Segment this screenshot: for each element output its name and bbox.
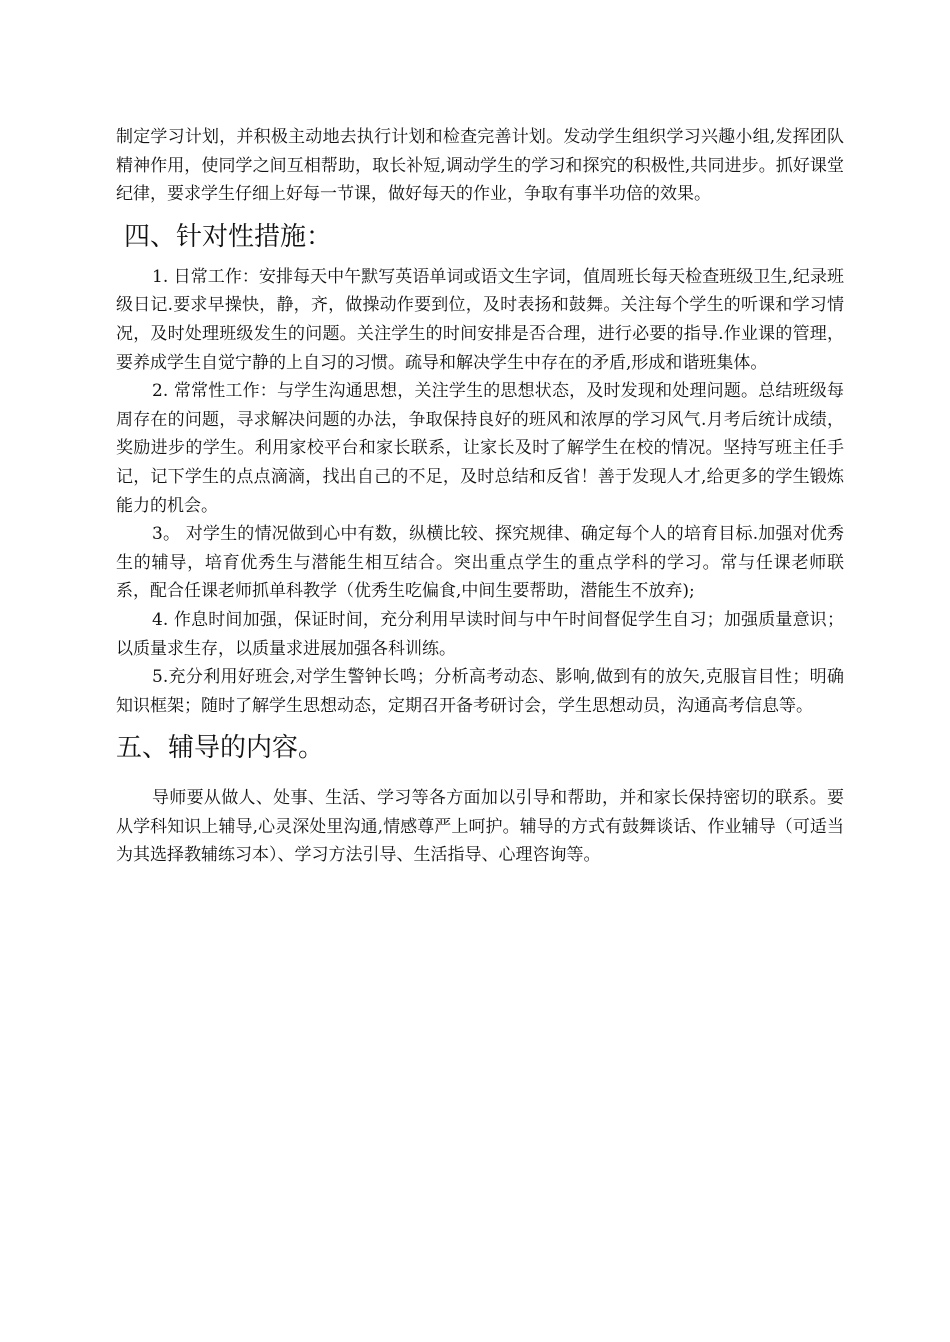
section-4-heading: 四、针对性措施： <box>124 221 333 252</box>
section-4-item-3: 3。 对学生的情况做到心中有数，纵横比较、探究规律、确定每个人的培育目标.加强对优秀生的辅导，培育优秀生与潜能生相互结合。突出重点学生的重点学科的学习。常与任课老师联系，配合任课老师抓单科教学（优秀生吃偏食,中间生要帮助，潜能生不放弃); <box>116 524 844 602</box>
section-5-paragraph: 导师要从做人、处事、生活、学习等各方面加以引导和帮助，并和家长保持密切的联系。要从学科知识上辅导,心灵深处里沟通,情感尊严上呵护。辅导的方式有鼓舞谈话、作业辅导（可适当为其选择教辅练习本）、学习方法引导、生活指导、心理咨询等。 <box>116 788 844 866</box>
document-page <box>116 123 844 870</box>
section-4-item-4: 4. 作息时间加强，保证时间，充分利用早读时间与中午时间督促学生自习；加强质量意识；以质量求生存，以质量求进展加强各科训练。 <box>116 609 844 659</box>
section-4-item-1: 1. 日常工作：安排每天中午默写英语单词或语文生字词，值周班长每天检查班级卫生,纪录班级日记.要求早操快，静，齐，做操动作要到位，及时表扬和鼓舞。关注每个学生的听课和学习情况，及时处理班级发生的问题。关注学生的时间安排是否合理，进行必要的指导.作业课的管理，要养成学生自觉宁静的上自习的习惯。疏导和解决学生中存在的矛盾,形成和谐班集体。 <box>116 266 844 373</box>
section-5-heading: 五、辅导的内容。 <box>116 733 325 764</box>
section-4-item-5: 5.充分利用好班会,对学生警钟长鸣；分析高考动态、影响,做到有的放矢,克服盲目性；明确知识框架；随时了解学生思想动态，定期召开备考研讨会，学生思想动员，沟通高考信息等。 <box>116 667 844 716</box>
section-4-item-2: 2. 常常性工作：与学生沟通思想，关注学生的思想状态，及时发现和处理问题。总结班级每周存在的问题，寻求解决问题的办法，争取保持良好的班风和浓厚的学习风气.月考后统计成绩，奖励进步的学生。利用家校平台和家长联系，让家长及时了解学生在校的情况。坚持写班主任手记，记下学生的点点滴滴，找出自己的不足，及时总结和反省！善于发现人才,给更多的学生锻炼能力的机会。 <box>116 381 844 516</box>
intro-paragraph: 制定学习计划，并积极主动地去执行计划和检查完善计划。发动学生组织学习兴趣小组,发挥团队精神作用，使同学之间互相帮助，取长补短,调动学生的学习和探究的积极性,共同进步。抓好课堂纪律，要求学生仔细上好每一节课，做好每天的作业，争取有事半功倍的效果。 <box>116 127 844 205</box>
